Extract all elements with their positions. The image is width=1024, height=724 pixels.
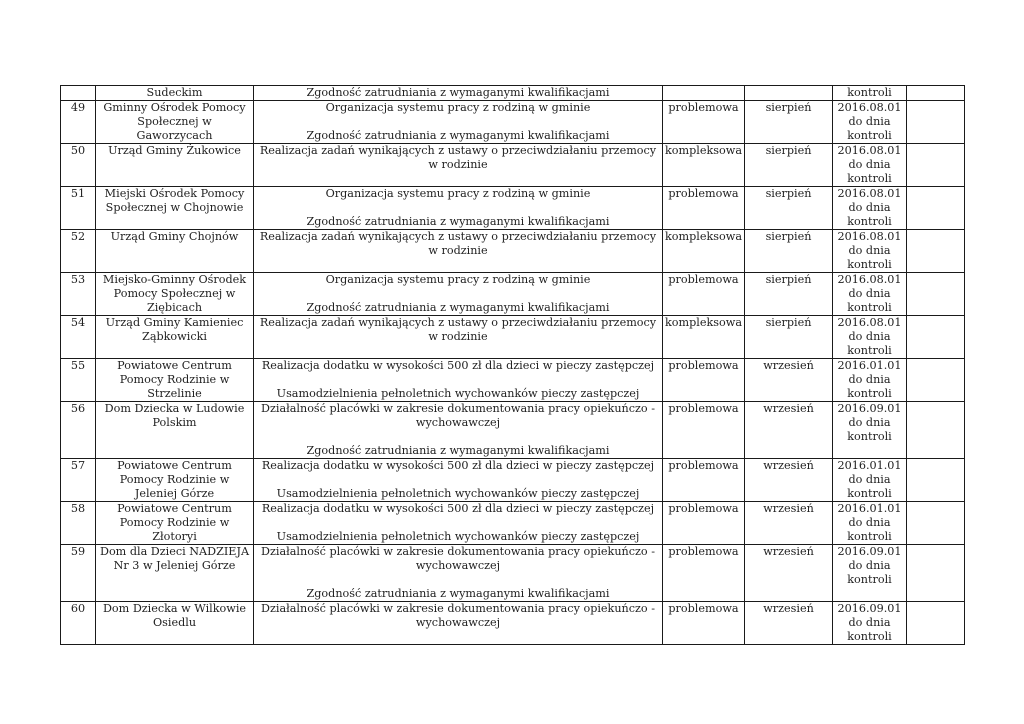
period-start: 2016.08.01 — [837, 186, 902, 200]
notes-cell — [907, 315, 965, 358]
entity-cell — [96, 229, 254, 272]
row-number: 54 — [70, 315, 86, 329]
row-number: 56 — [70, 401, 86, 415]
entity-cell — [96, 401, 254, 458]
row-number: 58 — [70, 501, 86, 515]
notes-cell — [907, 544, 965, 601]
table-row — [61, 601, 965, 644]
period-start: 2016.08.01 — [837, 143, 902, 157]
topic-line: Realizacja zadań wynikających z ustawy o przeciwdziałaniu przemocy w rodzinie — [259, 229, 657, 257]
table-row — [61, 229, 965, 272]
table-row — [61, 458, 965, 501]
row-number-cell — [61, 501, 96, 544]
row-number-cell — [61, 544, 96, 601]
period-line: kontroli — [847, 629, 892, 643]
topic-line: Działalność placówki w zakresie dokumentowania pracy opiekuńczo - wychowawczej — [261, 544, 655, 572]
topic-line: Zgodność zatrudniania z wymaganymi kwalifikacjami — [306, 300, 610, 314]
entity-name: Urząd Gminy Chojnów — [110, 229, 239, 243]
inspection-month: wrzesień — [763, 544, 814, 558]
period-start: 2016.08.01 — [837, 100, 902, 114]
period-cell — [833, 401, 907, 458]
inspection-month: sierpień — [765, 143, 812, 157]
topic-line: Zgodność zatrudniania z wymaganymi kwalifikacjami — [306, 128, 610, 142]
month-cell — [745, 186, 833, 229]
inspection-type: problemowa — [668, 544, 739, 558]
period-line: kontroli — [847, 86, 892, 99]
period-line: kontroli — [847, 429, 892, 443]
topic-line: Zgodność zatrudniania z wymaganymi kwalifikacjami — [306, 86, 610, 99]
inspection-type-cell — [663, 86, 745, 101]
notes-cell — [907, 601, 965, 644]
topic-line: Realizacja zadań wynikających z ustawy o przeciwdziałaniu przemocy w rodzinie — [259, 143, 657, 171]
month-cell — [745, 229, 833, 272]
inspection-month: wrzesień — [763, 358, 814, 372]
topic-cell — [254, 229, 663, 272]
period-line: kontroli — [847, 300, 892, 314]
entity-cell — [96, 100, 254, 143]
topic-line: Realizacja dodatku w wysokości 500 zł dla dzieci w pieczy zastępczej — [261, 501, 655, 515]
row-number: 60 — [70, 601, 86, 615]
entity-cell — [96, 315, 254, 358]
period-cell — [833, 601, 907, 644]
notes-cell — [907, 401, 965, 458]
month-cell — [745, 401, 833, 458]
inspection-month: sierpień — [765, 186, 812, 200]
period-line: do dnia — [848, 329, 891, 343]
period-start: 2016.09.01 — [837, 601, 902, 615]
inspection-type-cell — [663, 143, 745, 186]
period-line: kontroli — [847, 128, 892, 142]
topic-spacer — [256, 373, 660, 387]
entity-cell — [96, 601, 254, 644]
table-row — [61, 401, 965, 458]
period-start: 2016.09.01 — [837, 544, 902, 558]
inspection-type: problemowa — [668, 186, 739, 200]
inspection-type: problemowa — [668, 401, 739, 415]
period-line: kontroli — [847, 386, 892, 400]
entity-name: Dom Dziecka w Ludowie Polskim — [104, 401, 245, 429]
inspection-type: problemowa — [668, 601, 739, 615]
notes-cell — [907, 86, 965, 101]
entity-cell — [96, 501, 254, 544]
table-row — [61, 358, 965, 401]
row-number: 55 — [70, 358, 86, 372]
period-start: 2016.01.01 — [837, 458, 902, 472]
inspection-month: sierpień — [765, 100, 812, 114]
period-line: do dnia — [848, 243, 891, 257]
inspection-type-cell — [663, 601, 745, 644]
period-line: do dnia — [848, 372, 891, 386]
row-number-cell — [61, 401, 96, 458]
inspection-type-cell — [663, 229, 745, 272]
period-line: kontroli — [847, 343, 892, 357]
topic-line: Usamodzielnienia pełnoletnich wychowanków pieczy zastępczej — [276, 486, 640, 500]
period-start: 2016.09.01 — [837, 401, 902, 415]
inspection-type-cell — [663, 544, 745, 601]
topic-cell — [254, 401, 663, 458]
month-cell — [745, 143, 833, 186]
period-cell — [833, 544, 907, 601]
topic-cell — [254, 272, 663, 315]
inspection-type: problemowa — [668, 501, 739, 515]
row-number: 57 — [70, 458, 86, 472]
period-cell — [833, 272, 907, 315]
period-line: kontroli — [847, 572, 892, 586]
inspection-month: wrzesień — [763, 501, 814, 515]
inspection-type-cell — [663, 272, 745, 315]
topic-cell — [254, 315, 663, 358]
inspection-type: kompleksowa — [665, 315, 742, 329]
entity-cell — [96, 86, 254, 101]
inspection-type-cell — [663, 186, 745, 229]
inspection-month: wrzesień — [763, 601, 814, 615]
entity-name: Powiatowe Centrum Pomocy Rodzinie w Złotoryi — [117, 501, 232, 543]
topic-cell — [254, 544, 663, 601]
topic-spacer — [256, 287, 660, 301]
topic-line: Działalność placówki w zakresie dokumentowania pracy opiekuńczo - wychowawczej — [261, 401, 655, 429]
topic-line: Zgodność zatrudniania z wymaganymi kwalifikacjami — [306, 214, 610, 228]
topic-line: Działalność placówki w zakresie dokumentowania pracy opiekuńczo - wychowawczej — [261, 601, 655, 629]
inspection-type-cell — [663, 358, 745, 401]
topic-line: Zgodność zatrudniania z wymaganymi kwalifikacjami — [306, 443, 610, 457]
month-cell — [745, 358, 833, 401]
inspection-type: problemowa — [668, 100, 739, 114]
entity-cell — [96, 458, 254, 501]
topic-spacer — [256, 516, 660, 530]
period-cell — [833, 186, 907, 229]
entity-name: Dom Dziecka w Wilkowie Osiedlu — [102, 601, 247, 629]
entity-cell — [96, 186, 254, 229]
inspection-type-cell — [663, 100, 745, 143]
inspection-type: problemowa — [668, 458, 739, 472]
entity-name: Miejski Ośrodek Pomocy Społecznej w Chojnowie — [104, 186, 245, 214]
topic-spacer — [256, 473, 660, 487]
period-line: do dnia — [848, 515, 891, 529]
topic-spacer — [256, 201, 660, 215]
period-line: do dnia — [848, 114, 891, 128]
row-number: 52 — [70, 229, 86, 243]
period-line: do dnia — [848, 157, 891, 171]
notes-cell — [907, 143, 965, 186]
table-row — [61, 143, 965, 186]
period-start: 2016.01.01 — [837, 501, 902, 515]
topic-line: Organizacja systemu pracy z rodziną w gminie — [325, 186, 591, 200]
topic-line: Realizacja dodatku w wysokości 500 zł dla dzieci w pieczy zastępczej — [261, 458, 655, 472]
month-cell — [745, 86, 833, 101]
month-cell — [745, 544, 833, 601]
entity-cell — [96, 544, 254, 601]
period-line: kontroli — [847, 257, 892, 271]
period-line: kontroli — [847, 214, 892, 228]
entity-name: Sudeckim — [146, 86, 203, 99]
table-row — [61, 501, 965, 544]
table-row — [61, 86, 965, 101]
notes-cell — [907, 501, 965, 544]
entity-name: Gminny Ośrodek Pomocy Społecznej w Gaworzycach — [103, 100, 246, 142]
month-cell — [745, 100, 833, 143]
row-number-cell — [61, 358, 96, 401]
row-number-cell — [61, 86, 96, 101]
inspection-month: wrzesień — [763, 458, 814, 472]
topic-spacer — [256, 573, 660, 587]
topic-cell — [254, 186, 663, 229]
inspection-month: wrzesień — [763, 401, 814, 415]
notes-cell — [907, 458, 965, 501]
inspection-month: sierpień — [765, 229, 812, 243]
topic-spacer — [256, 430, 660, 444]
entity-name: Miejsko-Gminny Ośrodek Pomocy Społecznej w Ziębicach — [102, 272, 247, 314]
topic-line: Usamodzielnienia pełnoletnich wychowanków pieczy zastępczej — [276, 386, 640, 400]
topic-cell — [254, 358, 663, 401]
table-row — [61, 544, 965, 601]
row-number-cell — [61, 272, 96, 315]
period-line: do dnia — [848, 200, 891, 214]
inspection-type-cell — [663, 501, 745, 544]
row-number-cell — [61, 315, 96, 358]
row-number-cell — [61, 229, 96, 272]
topic-line: Usamodzielnienia pełnoletnich wychowanków pieczy zastępczej — [276, 529, 640, 543]
inspection-type-cell — [663, 401, 745, 458]
topic-line: Zgodność zatrudniania z wymaganymi kwalifikacjami — [306, 586, 610, 600]
inspection-month: sierpień — [765, 272, 812, 286]
month-cell — [745, 601, 833, 644]
notes-cell — [907, 100, 965, 143]
period-line: do dnia — [848, 286, 891, 300]
entity-name: Powiatowe Centrum Pomocy Rodzinie w Jeleniej Górze — [117, 458, 232, 500]
period-line: do dnia — [848, 558, 891, 572]
row-number: 53 — [70, 272, 86, 286]
topic-line: Realizacja zadań wynikających z ustawy o przeciwdziałaniu przemocy w rodzinie — [259, 315, 657, 343]
period-cell — [833, 458, 907, 501]
entity-cell — [96, 272, 254, 315]
row-number: 50 — [70, 143, 86, 157]
entity-name: Powiatowe Centrum Pomocy Rodzinie w Strzelinie — [117, 358, 232, 400]
table-row — [61, 315, 965, 358]
inspection-type: kompleksowa — [665, 143, 742, 157]
topic-cell — [254, 601, 663, 644]
period-cell — [833, 501, 907, 544]
entity-name: Dom dla Dzieci NADZIEJA Nr 3 w Jeleniej Górze — [99, 544, 250, 572]
entity-name: Urząd Gminy Kamieniec Ząbkowicki — [105, 315, 244, 343]
topic-cell — [254, 86, 663, 101]
row-number-cell — [61, 458, 96, 501]
period-cell — [833, 143, 907, 186]
table-row — [61, 100, 965, 143]
notes-cell — [907, 229, 965, 272]
inspection-type: kompleksowa — [665, 229, 742, 243]
inspections-table — [60, 85, 965, 645]
period-line: do dnia — [848, 415, 891, 429]
period-cell — [833, 229, 907, 272]
entity-cell — [96, 143, 254, 186]
row-number-cell — [61, 601, 96, 644]
month-cell — [745, 315, 833, 358]
inspection-type: problemowa — [668, 358, 739, 372]
topic-cell — [254, 501, 663, 544]
table-row — [61, 186, 965, 229]
row-number: 59 — [70, 544, 86, 558]
period-line: do dnia — [848, 472, 891, 486]
inspection-month: sierpień — [765, 315, 812, 329]
notes-cell — [907, 358, 965, 401]
entity-name: Urząd Gminy Żukowice — [108, 143, 241, 157]
period-start: 2016.08.01 — [837, 315, 902, 329]
topic-cell — [254, 100, 663, 143]
topic-line: Organizacja systemu pracy z rodziną w gminie — [325, 272, 591, 286]
inspection-type-cell — [663, 458, 745, 501]
period-cell — [833, 100, 907, 143]
row-number: 49 — [70, 100, 86, 114]
topic-cell — [254, 143, 663, 186]
table-row — [61, 272, 965, 315]
topic-spacer — [256, 115, 660, 129]
table-body — [61, 86, 965, 645]
inspection-type-cell — [663, 315, 745, 358]
row-number-cell — [61, 143, 96, 186]
period-line: do dnia — [848, 615, 891, 629]
period-start: 2016.01.01 — [837, 358, 902, 372]
period-line: kontroli — [847, 486, 892, 500]
period-line: kontroli — [847, 529, 892, 543]
month-cell — [745, 501, 833, 544]
month-cell — [745, 272, 833, 315]
topic-line: Realizacja dodatku w wysokości 500 zł dla dzieci w pieczy zastępczej — [261, 358, 655, 372]
row-number-cell — [61, 186, 96, 229]
topic-cell — [254, 458, 663, 501]
period-cell — [833, 315, 907, 358]
notes-cell — [907, 186, 965, 229]
month-cell — [745, 458, 833, 501]
period-start: 2016.08.01 — [837, 229, 902, 243]
row-number-cell — [61, 100, 96, 143]
period-line: kontroli — [847, 171, 892, 185]
entity-cell — [96, 358, 254, 401]
topic-line: Organizacja systemu pracy z rodziną w gminie — [325, 100, 591, 114]
inspection-type: problemowa — [668, 272, 739, 286]
period-cell — [833, 358, 907, 401]
row-number: 51 — [70, 186, 86, 200]
period-start: 2016.08.01 — [837, 272, 902, 286]
notes-cell — [907, 272, 965, 315]
period-cell — [833, 86, 907, 101]
